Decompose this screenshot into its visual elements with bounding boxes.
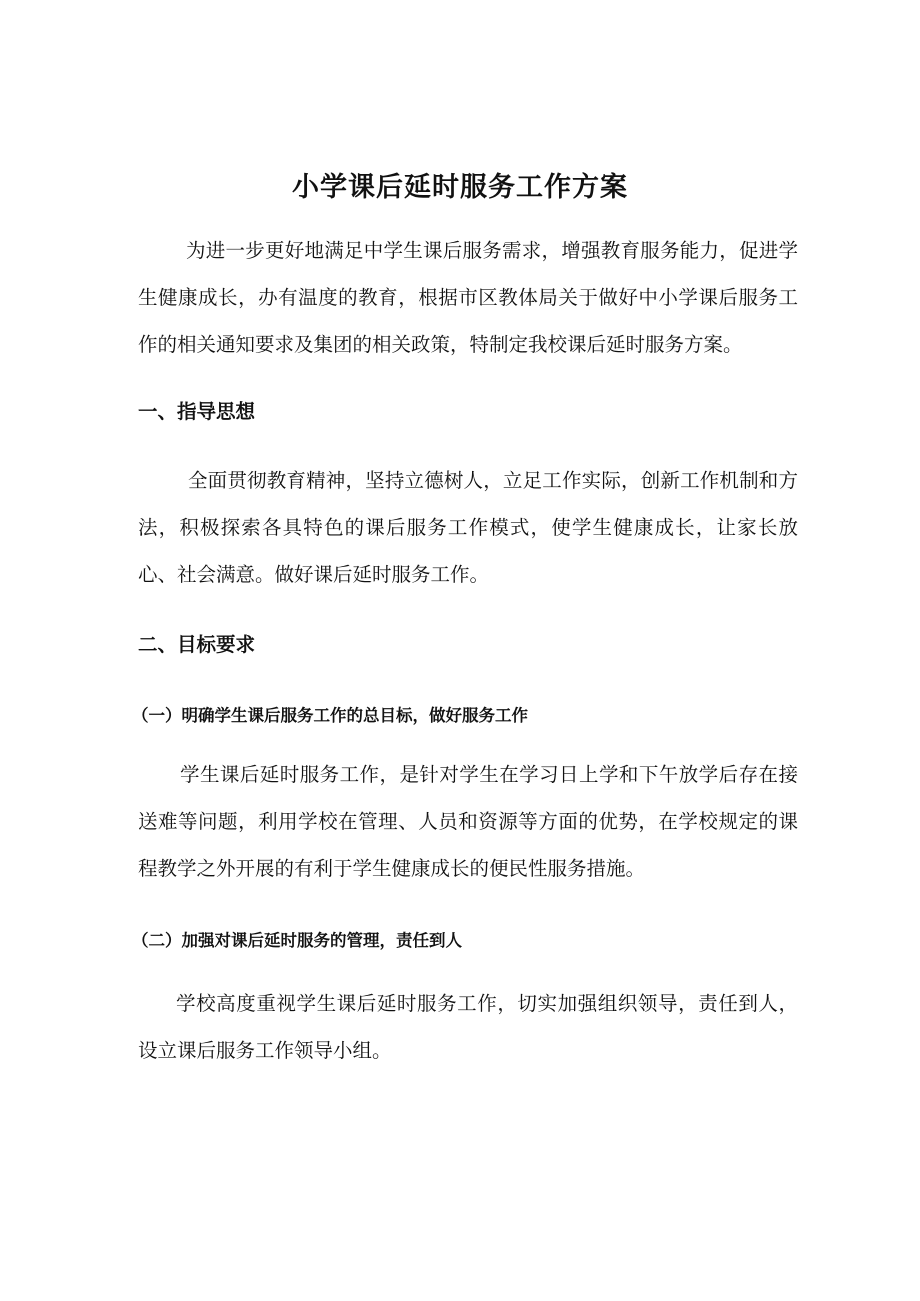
section-heading-guiding-ideology: 一、指导思想	[138, 400, 256, 423]
document-title: 小学课后延时服务工作方案	[292, 172, 628, 204]
overall-goal-paragraph: 学生课后延时服务工作，是针对学生在学习日上学和下午放学后存在接送难等问题，利用学校在管理、人员和资源等方面的优势，在学校规定的课程教学之外开展的有利于学生健康成长的便民性服务措施。	[138, 763, 798, 880]
subsection-heading-overall-goal: （一）明确学生课后服务工作的总目标，做好服务工作	[132, 706, 528, 725]
guiding-ideology-paragraph: 全面贯彻教育精神，坚持立德树人，立足工作实际，创新工作机制和方法，积极探索各具特色的课后服务工作模式，使学生健康成长，让家长放心、社会满意。做好课后延时服务工作。	[138, 469, 798, 586]
management-paragraph: 学校高度重视学生课后延时服务工作，切实加强组织领导，责任到人，设立课后服务工作领导小组。	[138, 992, 798, 1062]
section-heading-goals: 二、目标要求	[138, 633, 256, 656]
subsection-heading-management: （二）加强对课后延时服务的管理，责任到人	[132, 931, 462, 950]
intro-paragraph: 为进一步更好地满足中学生课后服务需求，增强教育服务能力，促进学生健康成长，办有温度的教育，根据市区教体局关于做好中小学课后服务工作的相关通知要求及集团的相关政策，特制定我校课后延时服务方案。	[138, 239, 798, 356]
